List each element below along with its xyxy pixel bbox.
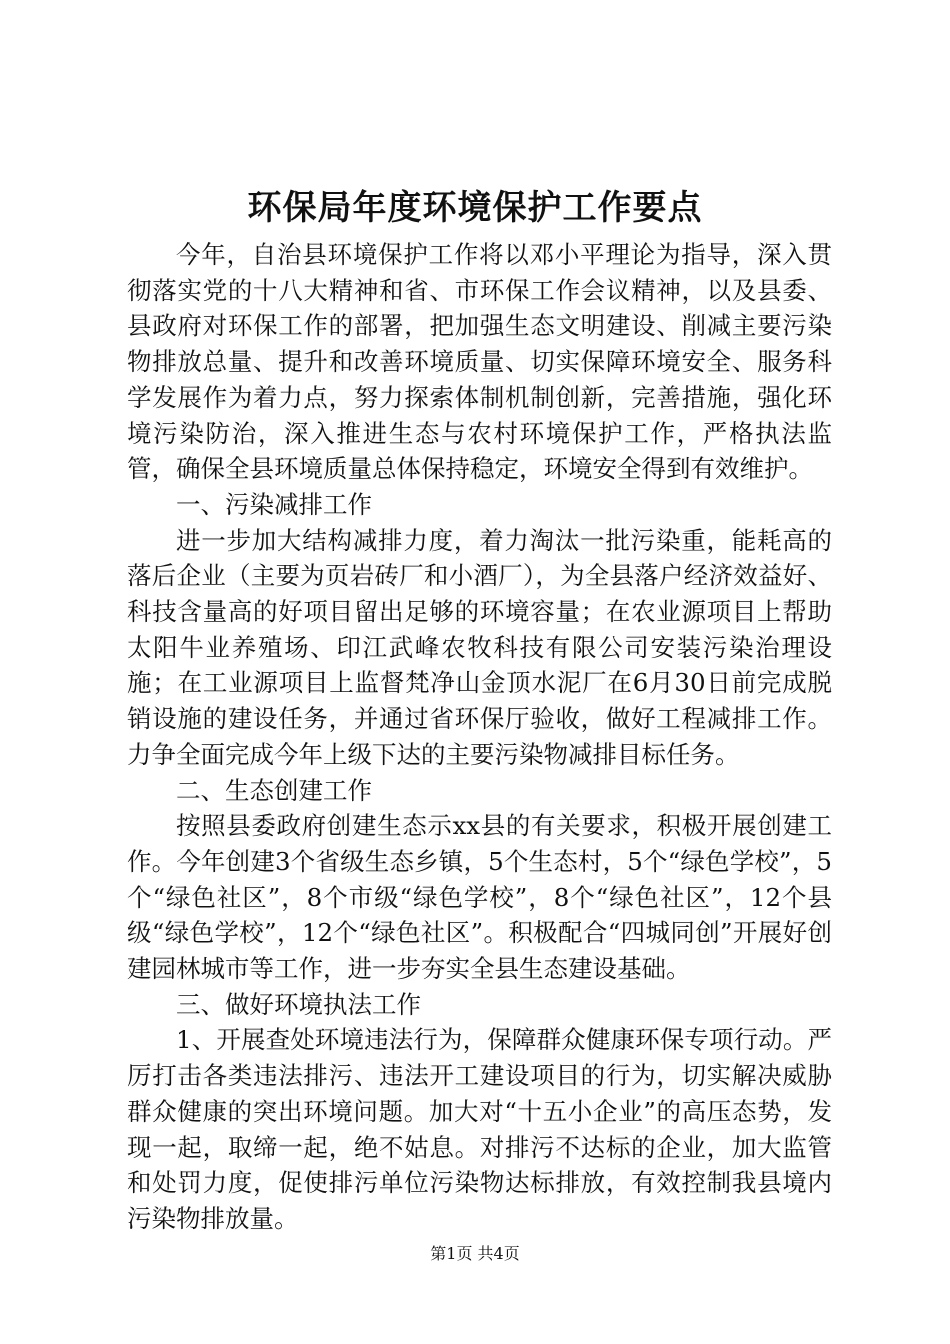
document-body [127, 237, 832, 1237]
paragraph-intro: 今年，自治县环境保护工作将以邓小平理论为指导，深入贯彻落实党的十八大精神和省、市环保工作会议精神，以及县委、县政府对环保工作的部署，把加强生态文明建设、削减主要污染物排放总量、提升和改善环境质量、切实保障环境安全、服务科学发展作为着力点，努力探索体制机制创新，完善措施，强化环境污染防治，深入推进生态与农村环境保护工作，严格执法监管，确保全县环境质量总体保持稳定，环境安全得到有效维护。 [127, 240, 832, 484]
paragraph-section-2: 按照县委政府创建生态示xx县的有关要求，积极开展创建工作。今年创建3个省级生态乡镇，5个生态村，5个“绿色学校”，5个“绿色社区”，8个市级“绿色学校”，8个“绿色社区”，12个县级“绿色学校”，12个“绿色社区”。积极配合“四城同创”开展好创建园林城市等工作，进一步夯实全县生态建设基础。 [127, 811, 832, 984]
paragraph-section-1: 进一步加大结构减排力度，着力淘汰一批污染重，能耗高的落后企业（主要为页岩砖厂和小酒厂），为全县落户经济效益好、科技含量高的好项目留出足够的环境容量；在农业源项目上帮助太阳牛业养殖场、印江武峰农牧科技有限公司安装污染治理设施；在工业源项目上监督梵净山金顶水泥厂在6月30日前完成脱销设施的建设任务，并通过省环保厅验收，做好工程减排工作。力争全面完成今年上级下达的主要污染物减排目标任务。 [127, 525, 832, 769]
section-heading-1: 一、污染减排工作 [176, 489, 372, 519]
document-title: 环保局年度环境保护工作要点 [247, 188, 703, 228]
section-heading-3: 三、做好环境执法工作 [176, 989, 421, 1019]
section-heading-2: 二、生态创建工作 [176, 775, 372, 805]
paragraph-section-3-item-1: 1、开展查处环境违法行为，保障群众健康环保专项行动。严厉打击各类违法排污、违法开工建设项目的行为，切实解决威胁群众健康的突出环境问题。加大对“十五小企业”的高压态势，发现一起，取缔一起，绝不姑息。对排污不达标的企业，加大监管和处罚力度，促使排污单位污染物达标排放，有效控制我县境内污染物排放量。 [127, 1025, 832, 1233]
page-footer: 第1页 共4页 [430, 1244, 520, 1263]
